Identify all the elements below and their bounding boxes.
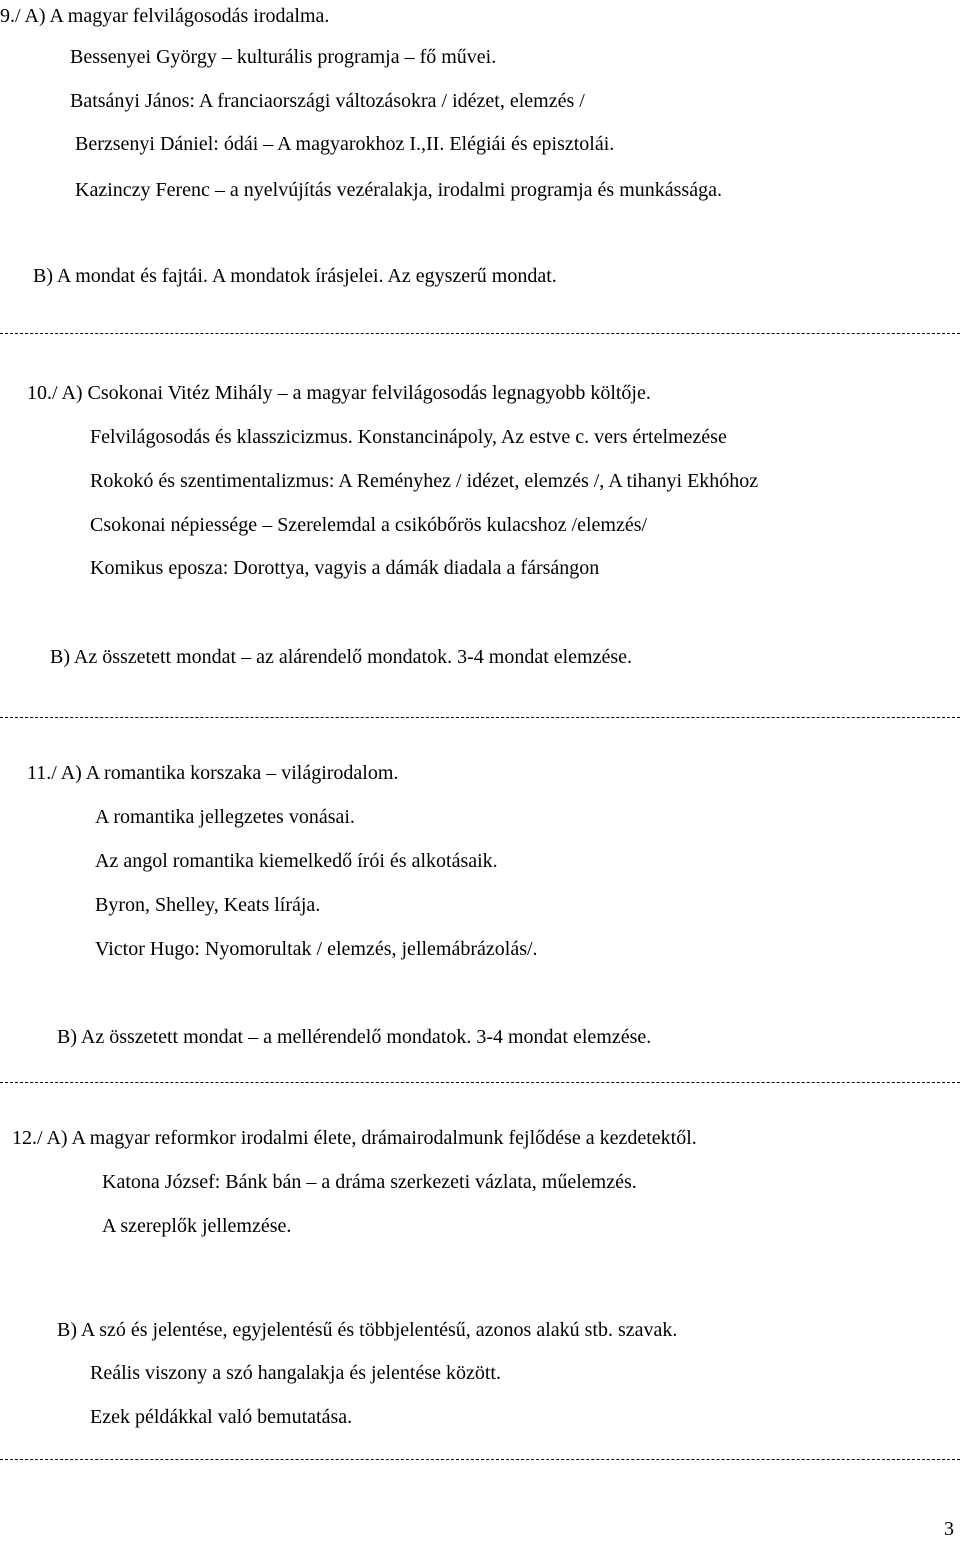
- section-10-line: Rokokó és szentimentalizmus: A Reményhez / idézet, elemzés /, A tihanyi Ekhóhoz: [90, 470, 759, 492]
- section-divider: [0, 1459, 960, 1460]
- section-divider: [0, 717, 960, 718]
- section-11-part-b: B) Az összetett mondat – a mellérendelő mondatok. 3-4 mondat elemzése.: [57, 1026, 652, 1048]
- section-11-line: Byron, Shelley, Keats lírája.: [95, 894, 321, 916]
- section-9-line: Bessenyei György – kulturális programja – fő művei.: [70, 46, 497, 68]
- section-9-line: Batsányi János: A franciaországi változásokra / idézet, elemzés /: [70, 90, 585, 112]
- section-divider: [0, 1082, 960, 1083]
- section-12-line: Ezek példákkal való bemutatása.: [90, 1406, 353, 1428]
- section-11-heading: 11./ A) A romantika korszaka – világirodalom.: [27, 762, 399, 784]
- section-divider: [0, 333, 960, 334]
- section-12-part-b: B) A szó és jelentése, egyjelentésű és többjelentésű, azonos alakú stb. szavak.: [57, 1319, 678, 1341]
- section-9-part-b: B) A mondat és fajtái. A mondatok írásjelei. Az egyszerű mondat.: [33, 265, 557, 287]
- section-12-line: Reális viszony a szó hangalakja és jelentése között.: [90, 1362, 501, 1384]
- section-9-line: Berzsenyi Dániel: ódái – A magyarokhoz I.,II. Elégiái és episztolái.: [75, 133, 615, 155]
- section-9-heading: 9./ A) A magyar felvilágosodás irodalma.: [0, 5, 330, 27]
- section-10-line: Komikus eposza: Dorottya, vagyis a dámák diadala a fársángon: [90, 557, 600, 579]
- section-10-line: Csokonai népiessége – Szerelemdal a csikóbőrös kulacshoz /elemzés/: [90, 514, 648, 536]
- section-12-line: A szereplők jellemzése.: [102, 1215, 292, 1237]
- section-10-line: Felvilágosodás és klasszicizmus. Konstancinápoly, Az estve c. vers értelmezése: [90, 426, 727, 448]
- section-9-line: Kazinczy Ferenc – a nyelvújítás vezéralakja, irodalmi programja és munkássága.: [75, 179, 722, 201]
- section-10-part-b: B) Az összetett mondat – az alárendelő mondatok. 3-4 mondat elemzése.: [50, 646, 633, 668]
- section-12-heading: 12./ A) A magyar reformkor irodalmi élete, drámairodalmunk fejlődése a kezdetektől.: [12, 1127, 697, 1149]
- section-12-line: Katona József: Bánk bán – a dráma szerkezeti vázlata, műelemzés.: [102, 1171, 637, 1193]
- section-11-line: A romantika jellegzetes vonásai.: [95, 806, 355, 828]
- page-number: 3: [944, 1518, 954, 1540]
- section-11-line: Victor Hugo: Nyomorultak / elemzés, jellemábrázolás/.: [95, 938, 538, 960]
- section-11-line: Az angol romantika kiemelkedő írói és alkotásaik.: [95, 850, 498, 872]
- section-10-heading: 10./ A) Csokonai Vitéz Mihály – a magyar felvilágosodás legnagyobb költője.: [27, 382, 651, 404]
